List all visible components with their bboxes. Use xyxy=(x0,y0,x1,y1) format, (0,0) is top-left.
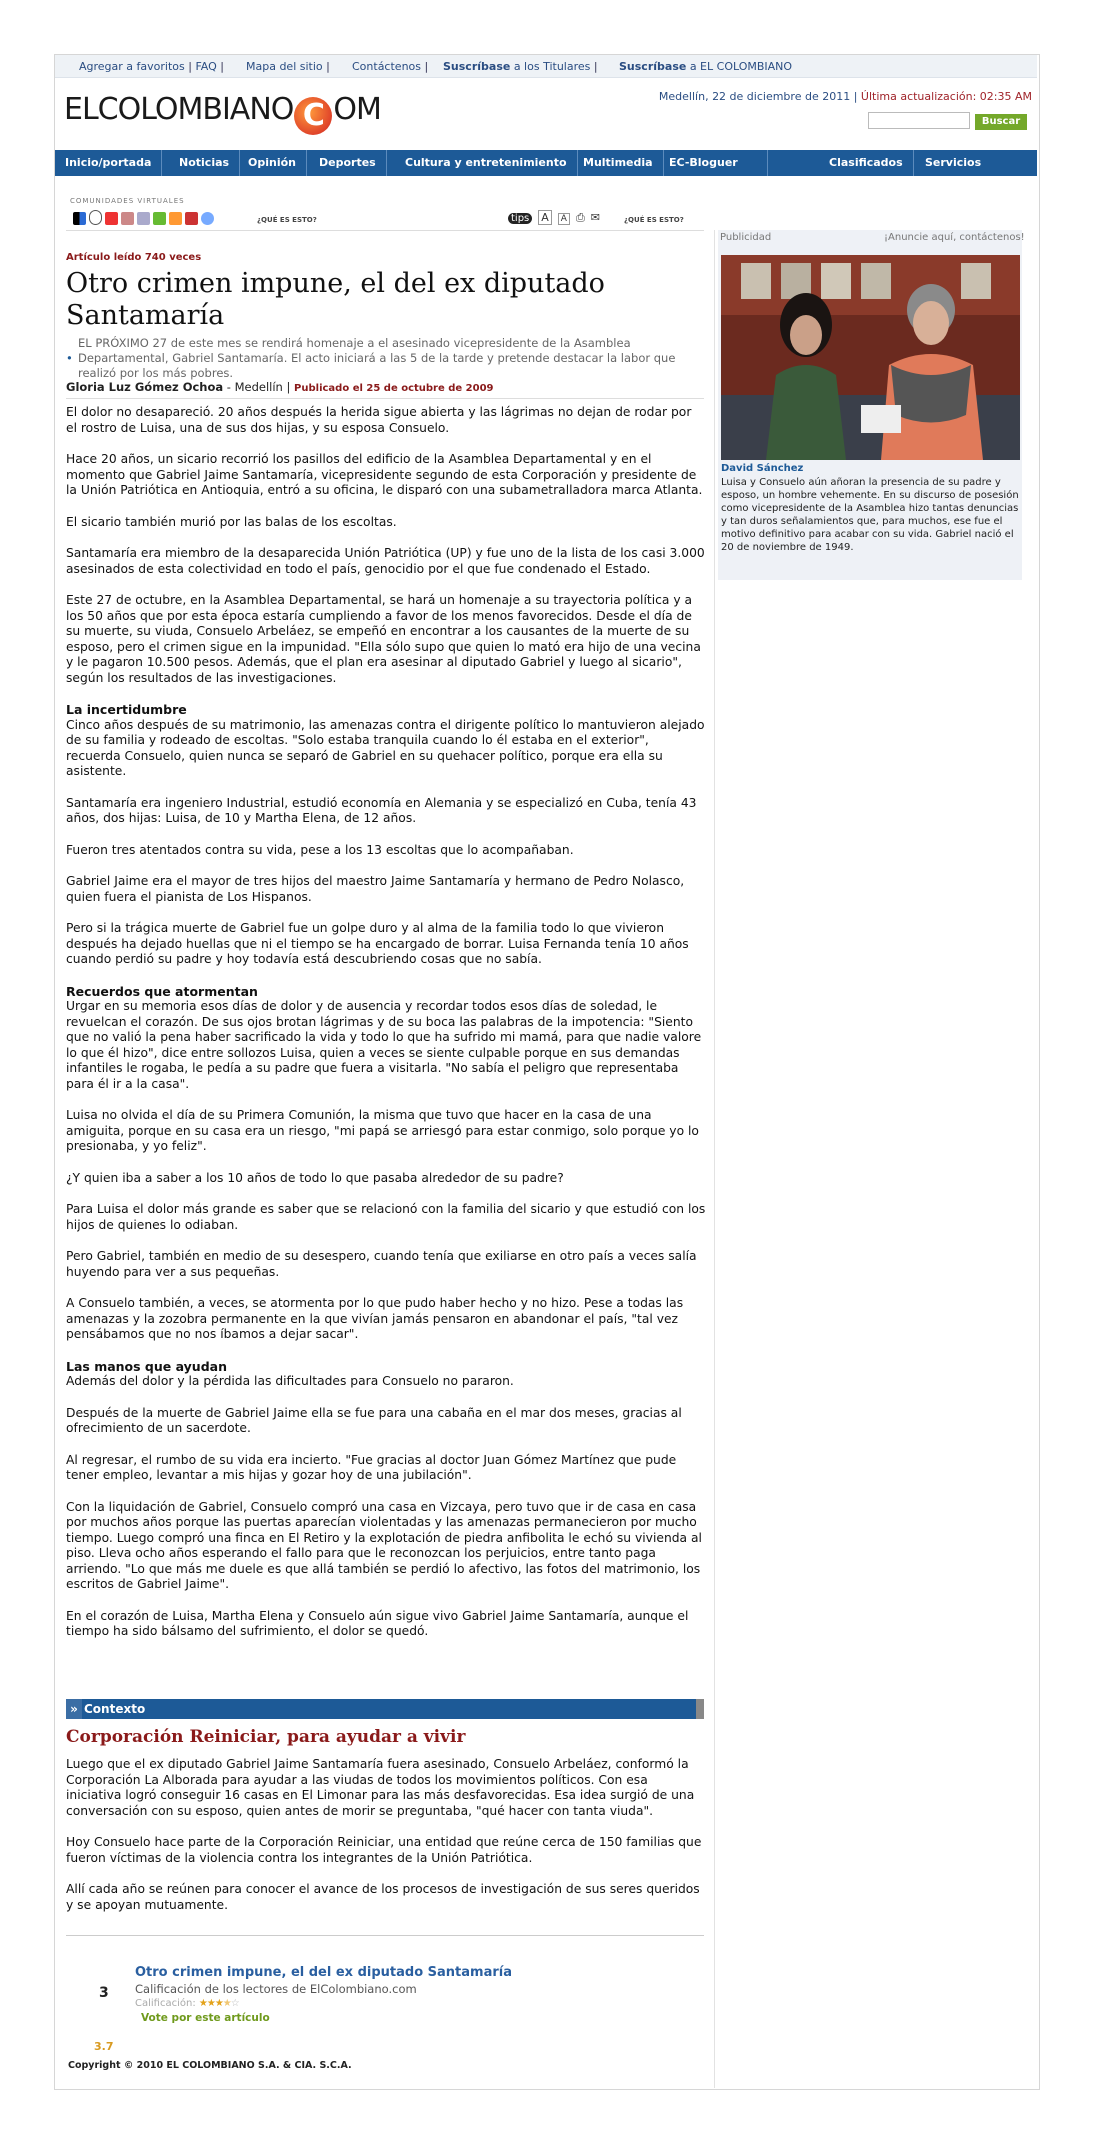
add-favorites-link[interactable]: Agregar a favoritos xyxy=(79,60,185,73)
paragraph: Este 27 de octubre, en la Asamblea Departamental, se hará un homenaje a su trayectoria política y a los 50 años que por esta época estaría cumpliendo a favor de los menos favorecidos. Desde el día de su muerte, su viuda, Consuelo Arbeláez, se empeñó en encontrar a los causantes de la muerte de su esposo, pero el crimen sigue en la impunidad. "Ella sólo supo que quien lo mató era hijo de una vecina y le pagaron 10.500 pesos. Además, que el plan era asesinar al diputado Gabriel y luego al sicario", según los resultados de las investigaciones. xyxy=(66,593,701,685)
nav-clasificados[interactable]: Clasificados xyxy=(819,150,914,176)
social-icons xyxy=(73,210,217,226)
photo-credit: David Sánchez xyxy=(721,463,804,474)
delicious-icon[interactable] xyxy=(73,212,86,225)
context-bar: » Contexto xyxy=(66,1699,704,1719)
paragraph: Además del dolor y la pérdida las dificultades para Consuelo no pararon. xyxy=(66,1374,514,1388)
ad-label: Publicidad xyxy=(720,232,772,243)
nav-deportes[interactable]: Deportes xyxy=(309,150,387,176)
star-filled-icon: ★★★ xyxy=(198,1998,223,2009)
sitemap-link[interactable]: Mapa del sitio xyxy=(246,60,323,73)
divider xyxy=(66,230,704,231)
paragraph: Cinco años después de su matrimonio, las amenazas contra el dirigente político lo mantuvieron alejado de su familia y rodeado de escoltas. "Solo estaba tranquila cuando lo él estaba en el exterior", recuerda Consuelo, quien nunca se separó de Gabriel en su quehacer político, porque era ella su asistente. xyxy=(66,717,705,778)
star-half-icon: ★ xyxy=(222,1998,231,2009)
paragraph: Fueron tres atentados contra su vida, pese a los 13 escoltas que lo acompañaban. xyxy=(66,842,574,857)
nav-cultura[interactable]: Cultura y entretenimiento xyxy=(395,150,578,176)
communities-label: COMUNIDADES VIRTUALES xyxy=(70,197,185,205)
google-icon[interactable] xyxy=(185,212,198,225)
drop-icon[interactable] xyxy=(201,212,214,225)
comment-icon[interactable] xyxy=(89,210,102,225)
paragraph: Luego que el ex diputado Gabriel Jaime Santamaría fuera asesinado, Consuelo Arbeláez, conformó la Corporación La Alborada para ayudar a las viudas de todos los movimientos políticos. Con esa iniciativa logró conseguir 16 casas en El Limonar para las más desfavorecidas. Esa idea surgió de una conversación con su esposo, quien antes de morir se preguntaba, "qué hacer con tanta viuda". xyxy=(66,1757,695,1818)
article-lead: • EL PRÓXIMO 27 de este mes se rendirá homenaje a el asesinado vicepresidente de la Asamblea Departamental, Gabriel Santamaría. El acto iniciará a las 5 de la tarde y pretende destacar la labor que realizó por los más pobres. xyxy=(66,336,698,381)
paragraph: ¿Y quien iba a saber a los 10 años de todo lo que pasaba alrededor de su padre? xyxy=(66,1170,564,1185)
nav-servicios[interactable]: Servicios xyxy=(925,156,982,169)
search-button[interactable]: Buscar xyxy=(975,114,1027,130)
blog-icon[interactable] xyxy=(169,212,182,225)
tips-icon[interactable]: tips xyxy=(508,213,532,224)
star-empty-icon: ☆ xyxy=(230,1998,239,2009)
what-is-this-link-1[interactable]: ¿QUÉ ES ESTO? xyxy=(257,216,317,224)
paragraph: El dolor no desapareció. 20 años después la herida sigue abierta y las lágrimas no dejan de rodar por el rostro de Luisa, una de sus dos hijas, y su esposa Consuelo. xyxy=(66,405,692,435)
paragraph: Hoy Consuelo hace parte de la Corporación Reiniciar, una entidad que reúne cerca de 150 familias que fueron víctimas de la violencia contra los integrantes de la Unión Patriótica. xyxy=(66,1835,702,1865)
rating-count: 3 xyxy=(99,1985,109,2001)
photo-caption: Luisa y Consuelo aún añoran la presencia de su padre y esposo, un hombre vehemente. En su discurso de posesión como vicepresidente de la Asamblea hizo tantas denuncias y tan duros señalamientos que, para muchos, ese fue el motivo definitivo para acabar con su vida. Gabriel nació el 20 de noviembre de 1949. xyxy=(721,477,1019,553)
vote-link[interactable]: Vote por este artículo xyxy=(141,2012,270,2024)
copyright: Copyright © 2010 EL COLOMBIANO S.A. & CIA. S.C.A. xyxy=(68,2060,352,2071)
nav-inicio[interactable]: Inicio/portada xyxy=(55,150,162,176)
email-icon[interactable]: ✉ xyxy=(590,211,600,224)
divider xyxy=(66,1935,704,1936)
text-tools xyxy=(508,210,606,226)
column-divider xyxy=(714,230,715,2088)
main-nav xyxy=(55,150,1037,176)
context-body xyxy=(66,1757,706,1929)
nav-ec-bloguer[interactable]: EC-Bloguer xyxy=(669,156,738,169)
subheading: La incertidumbre xyxy=(66,702,187,717)
read-count: Artículo leído 740 veces xyxy=(66,252,202,263)
paragraph: Al regresar, el rumbo de su vida era incierto. "Fue gracias al doctor Juan Gómez Martínez que pude tener empleo, levantar a mis hijas y gozar hoy de una jubilación". xyxy=(66,1452,677,1482)
bar-end xyxy=(696,1699,704,1719)
rating-subtitle: Calificación de los lectores de ElColombiano.com xyxy=(135,1982,417,1996)
nav-multimedia[interactable]: Multimedia xyxy=(573,150,664,176)
article-body xyxy=(66,405,706,1656)
print-icon[interactable]: ⎙ xyxy=(575,211,585,224)
digg-icon[interactable] xyxy=(121,212,134,225)
yahoo-icon[interactable] xyxy=(105,212,118,225)
nav-opinion[interactable]: Opinión xyxy=(238,150,307,176)
subscribe-headlines-link[interactable]: Suscríbase a los Titulares | xyxy=(443,60,598,73)
author-name[interactable]: Gloria Luz Gómez Ochoa xyxy=(66,380,224,394)
advertise-link[interactable]: ¡Anuncie aquí, contáctenos! xyxy=(884,232,1025,243)
text-smaller-icon[interactable]: A xyxy=(558,213,570,225)
paragraph: El sicario también murió por las balas de los escoltas. xyxy=(66,514,397,529)
paragraph: Santamaría era ingeniero Industrial, estudió economía en Alemania y se especializó en Cuba, tenía 43 años, dos hijas: Luisa, de 10 y Martha Elena, de 12 años. xyxy=(66,795,697,825)
rating-article-title[interactable]: Otro crimen impune, el del ex diputado Santamaría xyxy=(135,1965,512,1980)
paragraph: Luisa no olvida el día de su Primera Comunión, la misma que tuvo que hacer en la casa de una amiguita, porque en su casa era un riesgo, "mi papá se arriesgó para estar conmigo, solo porque yo lo presionaba, y yo feliz". xyxy=(66,1108,699,1153)
context-title: Corporación Reiniciar, para ayudar a vivir xyxy=(66,1727,466,1747)
subheading: Recuerdos que atormentan xyxy=(66,983,258,999)
logo-c-icon: C xyxy=(294,97,332,135)
paragraph: Hace 20 años, un sicario recorrió los pasillos del edificio de la Asamblea Departamental y en el momento que Gabriel Jaime Santamaría, vicepresidente segundo de esta Corporación y presidente de la Unión Patriótica en Antioquia, entró a su oficina, le disparó con una subametralladora marca Atlanta. xyxy=(66,452,703,497)
paragraph: Santamaría era miembro de la desaparecida Unión Patriótica (UP) y fue uno de la lista de los casi 3.000 asesinados de esta colectividad en todo el país, genocidio por el que fue condenado el Estado. xyxy=(66,546,705,576)
site-logo[interactable]: ELCOLOMBIANO C OM xyxy=(64,92,381,133)
nav-noticias[interactable]: Noticias xyxy=(169,150,240,176)
contact-link[interactable]: Contáctenos xyxy=(352,60,421,73)
mail-icon[interactable] xyxy=(137,212,150,225)
rating-stars: Calificación: ★★★★☆ xyxy=(135,1998,239,2009)
text-larger-icon[interactable]: A xyxy=(538,210,552,225)
search-input[interactable] xyxy=(868,112,970,129)
paragraph: Para Luisa el dolor más grande es saber que se relacionó con la familia del sicario y que estudió con los hijos de quienes lo odiaban. xyxy=(66,1202,706,1232)
paragraph: Gabriel Jaime era el mayor de tres hijos del maestro Jaime Santamaría y hermano de Pedro Nolasco, quien fuera el pianista de Los Hispanos. xyxy=(66,874,685,904)
paragraph: Pero si la trágica muerte de Gabriel fue un golpe duro y al alma de la familia todo lo que vivieron después ha dejado huellas que ni el tiempo se ha encargado de borrar. Luisa Fernanda tenía 10 años cuando perdió su padre y hoy todavía está descubriendo cosas que no sabía. xyxy=(66,921,689,966)
paragraph: Urgar en su memoria esos días de dolor y de ausencia y recordar todos esos días de soledad, le revuelcan el corazón. De sus ojos brotan lágrimas y de su boca las palabras de la impotencia: "Siento que no valió la pena haber sacrificado la vida y todo lo que ha sufrido mi mamá, para que nadie valore lo que él hizo", dice entre sollozos Luisa, quien a veces se siente culpable porque en sus demandas infantiles le rogaba, le pedía a su padre que fuera a visitarla. "No sabía el peligro que representaba para él ir a la casa". xyxy=(66,999,702,1091)
paragraph: A Consuelo también, a veces, se atormenta por lo que pudo haber hecho y no hizo. Pese a todas las amenazas y la zozobra permanente en la que vivían jamás pensaron en abandonar el país, "tal vez pensábamos que no nos íbamos a dejar sacar". xyxy=(66,1296,684,1341)
paragraph: Pero Gabriel, también en medio de su desespero, cuando tenía que exiliarse en otro país a veces salía huyendo para ver a sus pequeñas. xyxy=(66,1249,697,1279)
paragraph: En el corazón de Luisa, Martha Elena y Consuelo aún sigue vivo Gabriel Jaime Santamaría, aunque el tiempo ha sido bálsamo del sufrimiento, el dolor se quedó. xyxy=(66,1608,689,1638)
paragraph: Con la liquidación de Gabriel, Consuelo compró una casa en Vizcaya, pero tuvo que ir de casa en casa por muchos años porque las puertas aparecían violentadas y las amenazas permanecieron por mucho tiempo. Luego compró una finca en El Retiro y la explotación de piedra anfibolita le echó su vivienda al piso. Lleva ocho años esperando el fallo para que le reconozcan los perjuicios, entre tanto paga arriendo. "Lo que más me duele es que allá también se perdió lo afectivo, las fotos del matrimonio, los escritos de Gabriel Jaime". xyxy=(66,1499,702,1591)
rating-average: 3.7 xyxy=(94,2040,114,2053)
top-links-bar: Agregar a favoritos | FAQ | Mapa del sitio | Contáctenos | Suscríbase a los Titulares | Suscríbase a EL COLOMBIANO xyxy=(55,55,1037,78)
what-is-this-link-2[interactable]: ¿QUÉ ES ESTO? xyxy=(624,216,684,224)
subheading: Las manos que ayudan xyxy=(66,1358,227,1374)
subscribe-newspaper-link[interactable]: Suscríbase a EL COLOMBIANO xyxy=(619,60,793,73)
divider xyxy=(66,398,704,399)
paragraph: Después de la muerte de Gabriel Jaime ella se fue para una cabaña en el mar dos meses, gracias al ofrecimiento de un sacerdote. xyxy=(66,1405,682,1435)
dateline: Medellín, 22 de diciembre de 2011 | Última actualización: 02:35 AM xyxy=(658,90,1032,103)
paragraph: Allí cada año se reúnen para conocer el avance de los procesos de investigación de sus seres queridos y se apoyan mutuamente. xyxy=(66,1882,700,1912)
technorati-icon[interactable] xyxy=(153,212,166,225)
double-chevron-icon: » xyxy=(66,1699,82,1719)
faq-link[interactable]: FAQ xyxy=(195,60,217,73)
publish-date: Publicado el 25 de octubre de 2009 xyxy=(294,383,494,394)
byline: Gloria Luz Gómez Ochoa - Medellín | Publicado el 25 de octubre de 2009 xyxy=(66,380,494,394)
article-title: Otro crimen impune, el del ex diputado Santamaría xyxy=(66,268,605,331)
article-photo[interactable] xyxy=(721,255,1020,460)
photo-illustration xyxy=(721,255,1020,460)
nav-divider xyxy=(767,150,768,176)
